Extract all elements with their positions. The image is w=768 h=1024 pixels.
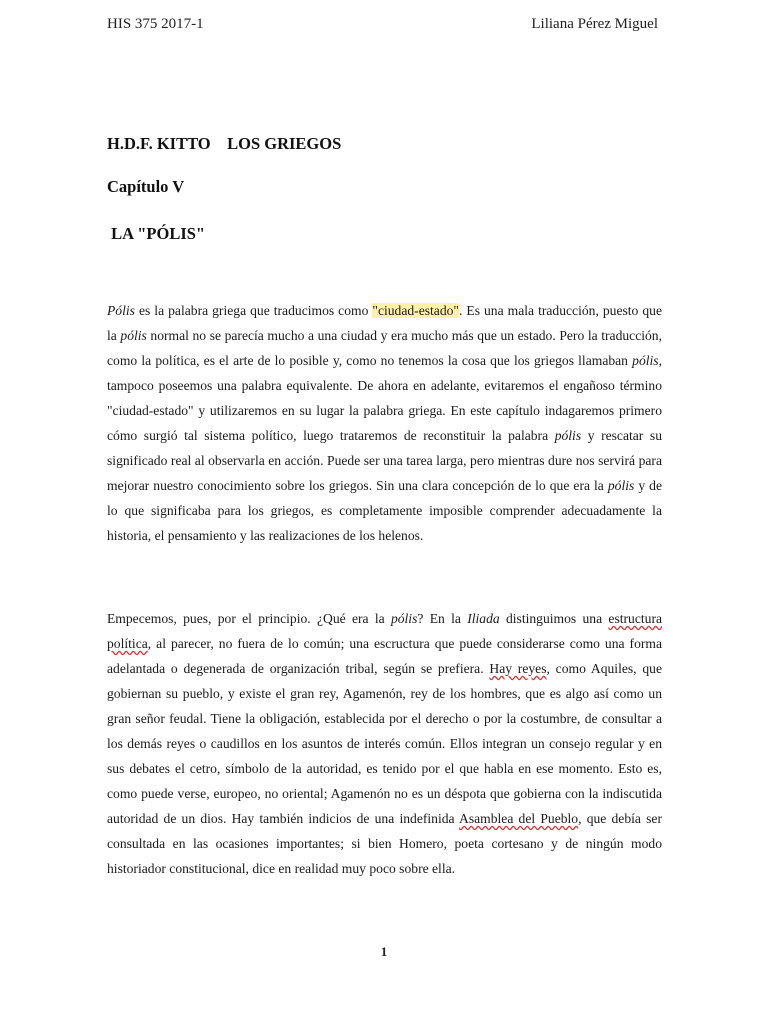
section-heading: LA "PÓLIS"	[107, 224, 206, 243]
text-run: es la palabra griega que traducimos como	[134, 303, 373, 318]
header-author-name: Liliana Pérez Miguel	[531, 16, 658, 32]
text-run: y rescatar su significado real al observarla en acción. Puede ser una tarea larga, pero mientras dure nos servirá para mejorar nuestro conocimiento sobre los griegos. Sin una clara concepción de lo que era la	[107, 428, 662, 493]
text-run: , al parecer, no fuera de lo común; una escructura que puede considerarse como una forma adelantada o degenerada de organización tribal, según se prefiera.	[107, 636, 662, 676]
text-run: , como Aquiles, que gobiernan su pueblo, y existe el gran rey, Agamenón, rey de los hombres, que es algo así como un gran señor feudal. Tiene la obligación, establecida por el derecho o por la costumbre, de consultar a los demás reyes o caudillos en los asuntos de interés común. Ellos integran un consejo regular y en sus debates el cetro, símbolo de la autoridad, es tenido por el que habla en ese momento. Esto es, como puede verse, europeo, no oriental; Agamenón no es un déspota que gobierna con la indiscutida autoridad de un dios. Hay también indicios de una indefinida	[107, 661, 662, 826]
italic-term: pólis	[554, 428, 582, 443]
text-run: , tampoco poseemos una palabra equivalente. De ahora en adelante, evitaremos el engañoso término "ciudad-estado" y utilizaremos en su lugar la palabra griega. En este capítulo indagaremos primero cómo surgió tal sistema político, luego trataremos de reconstituir la palabra	[107, 353, 662, 443]
page-number: 1	[380, 944, 388, 959]
spellcheck-underlined-text: Hay reyes	[489, 661, 547, 676]
body-paragraph-2	[107, 606, 662, 881]
text-run: , que debía ser consultada en las ocasiones importantes; si bien Homero, poeta cortesano y de ningún modo historiador constitucional, dice en realidad muy poco sobre ella.	[107, 811, 662, 876]
document-title: H.D.F. KITTO LOS GRIEGOS	[107, 134, 342, 153]
italic-term: pólis	[120, 328, 147, 343]
text-run: y de lo que significaba para los griegos, es completamente imposible comprender adecuadamente la historia, el pensamiento y las realizaciones de los helenos.	[107, 478, 662, 543]
text-run: . Es una mala traducción, puesto que la	[107, 303, 662, 343]
chapter-heading: Capítulo V	[107, 177, 185, 196]
spellcheck-underlined-text: estructura política	[107, 611, 662, 651]
text-run: Empecemos, pues, por el principio. ¿Qué era la	[107, 611, 391, 626]
highlighted-term: "ciudad-estado"	[372, 303, 459, 318]
header-course-code: HIS 375 2017-1	[107, 16, 204, 32]
italic-term: Pólis	[107, 303, 135, 318]
spellcheck-underlined-text: Asamblea del Pueblo	[459, 811, 579, 826]
text-run: ? En la	[417, 611, 468, 626]
text-run: distinguimos una	[499, 611, 609, 626]
text-run: normal no se parecía mucho a una ciudad y era mucho más que un estado. Pero la traducción, como la política, es el arte de lo posible y, como no tenemos la cosa que los griegos llamaban	[107, 328, 662, 368]
body-paragraph-1	[107, 298, 662, 548]
italic-term: Iliada	[467, 611, 500, 626]
italic-term: pólis	[390, 611, 418, 626]
italic-term: pólis	[632, 353, 659, 368]
italic-term: pólis	[607, 478, 635, 493]
